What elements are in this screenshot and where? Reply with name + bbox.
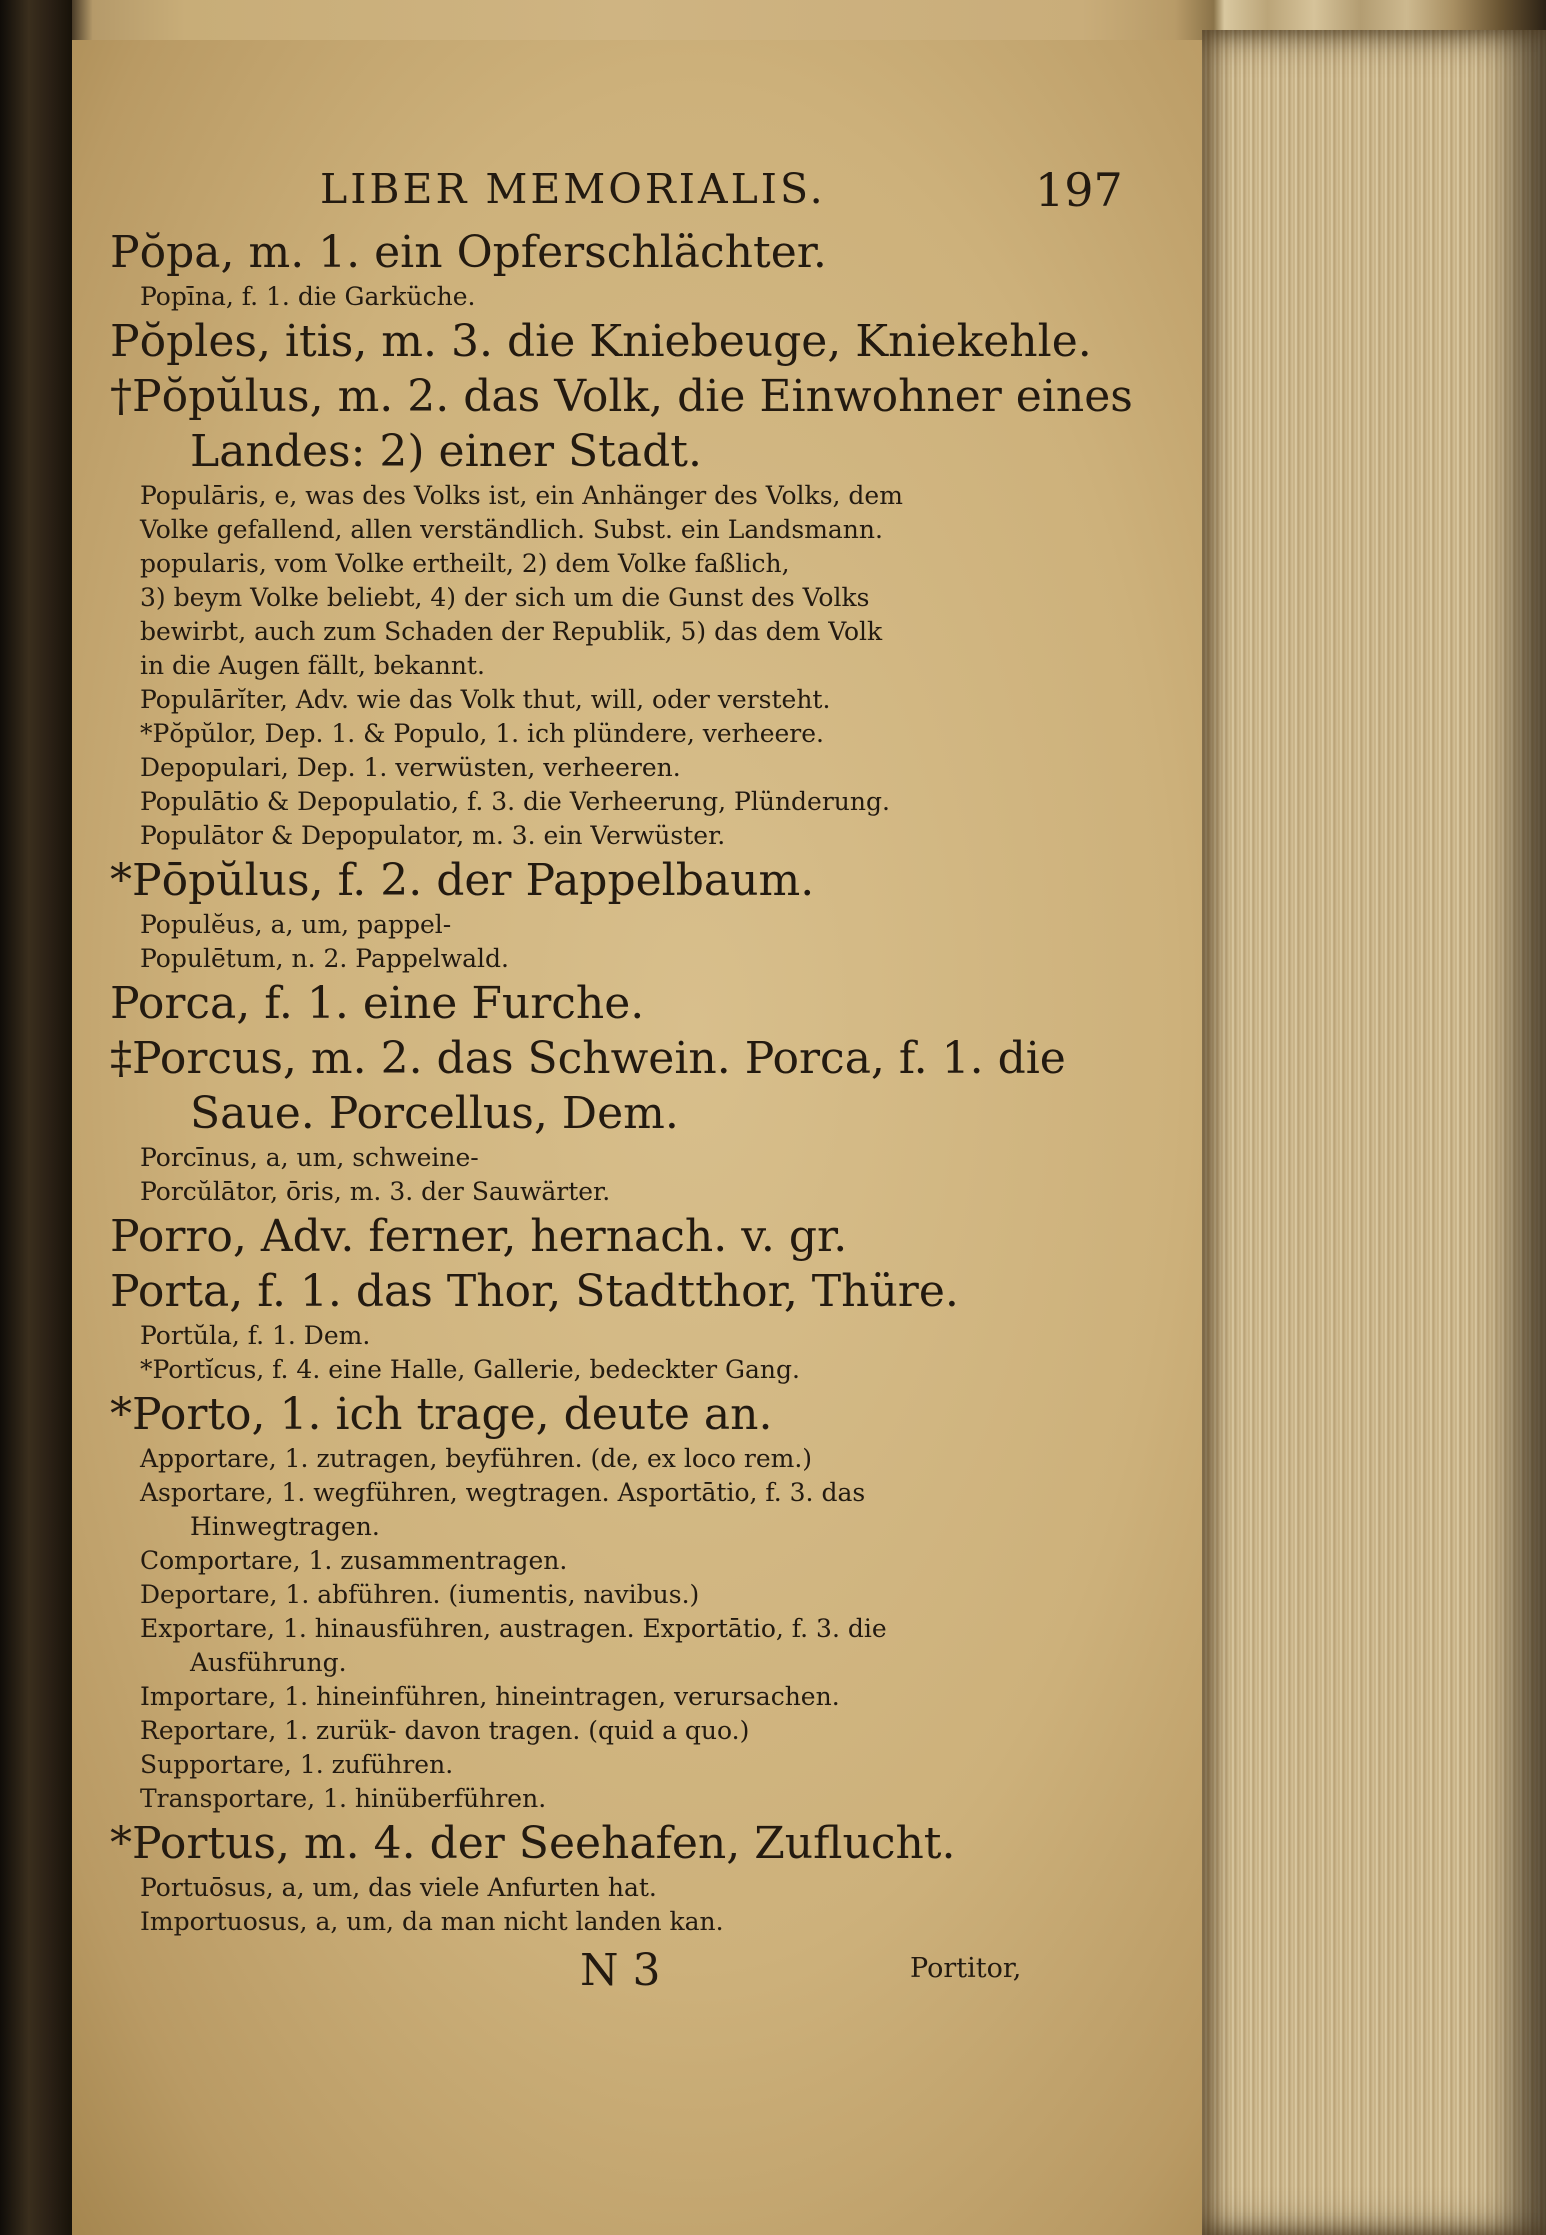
sub-entry: Portŭla, f. 1. Dem. xyxy=(140,1321,371,1350)
sub-entry: popularis, vom Volke ertheilt, 2) dem Volke faßlich, xyxy=(140,549,790,578)
sub-entry: Hinwegtragen. xyxy=(190,1512,380,1541)
sub-entry: Asportare, 1. wegführen, wegtragen. Asportātio, f. 3. das xyxy=(140,1478,866,1507)
headword-entry: Pŏpa, m. 1. ein Opferschlächter. xyxy=(110,227,827,278)
sub-entry: Deportare, 1. abführen. (iumentis, navibus.) xyxy=(140,1580,700,1609)
sub-entry: Importuosus, a, um, da man nicht landen kan. xyxy=(140,1907,724,1936)
sub-entry: Importare, 1. hineinführen, hineintragen, verursachen. xyxy=(140,1682,840,1711)
headword-entry: ‡Porcus, m. 2. das Schwein. Porca, f. 1. die xyxy=(110,1033,1066,1084)
page-number: 197 xyxy=(1035,163,1123,217)
sub-entry: bewirbt, auch zum Schaden der Republik, 5) das dem Volk xyxy=(140,617,883,646)
sub-entry: Transportare, 1. hinüberführen. xyxy=(140,1784,547,1813)
sub-entry: Porcŭlātor, ōris, m. 3. der Sauwärter. xyxy=(140,1177,611,1206)
sub-entry: Volke gefallend, allen verständlich. Subst. ein Landsmann. xyxy=(140,515,883,544)
sub-entry: *Portĭcus, f. 4. eine Halle, Gallerie, bedeckter Gang. xyxy=(140,1355,800,1384)
sub-entry: Apportare, 1. zutragen, beyführen. (de, ex loco rem.) xyxy=(140,1444,813,1473)
dictionary-entries xyxy=(110,225,1133,1939)
sub-entry: Populātor & Depopulator, m. 3. ein Verwüster. xyxy=(140,821,726,850)
sub-entry: Portuōsus, a, um, das viele Anfurten hat. xyxy=(140,1873,657,1902)
running-title: LIBER MEMORIALIS. xyxy=(320,165,826,213)
sub-entry: Ausführung. xyxy=(190,1648,347,1677)
sub-entry: Comportare, 1. zusammentragen. xyxy=(140,1546,568,1575)
headword-entry: Porca, f. 1. eine Furche. xyxy=(110,978,645,1029)
sub-entry: Depopulari, Dep. 1. verwüsten, verheeren. xyxy=(140,753,681,782)
catchword: Portitor, xyxy=(910,1953,1022,1984)
sub-entry: Populārĭter, Adv. wie das Volk thut, will, oder versteht. xyxy=(140,685,831,714)
sub-entry: Exportare, 1. hinausführen, austragen. Exportātio, f. 3. die xyxy=(140,1614,887,1643)
sub-entry: Popīna, f. 1. die Garküche. xyxy=(140,282,476,311)
left-page-edge xyxy=(0,0,72,2235)
headword-entry: Saue. Porcellus, Dem. xyxy=(190,1088,679,1139)
sub-entry: Supportare, 1. zuführen. xyxy=(140,1750,454,1779)
sub-entry: 3) beym Volke beliebt, 4) der sich um die Gunst des Volks xyxy=(140,583,870,612)
headword-entry: Pŏples, itis, m. 3. die Kniebeuge, Kniekehle. xyxy=(110,316,1092,367)
headword-entry: *Portus, m. 4. der Seehafen, Zuflucht. xyxy=(110,1818,956,1869)
sub-entry: Populāris, e, was des Volks ist, ein Anhänger des Volks, dem xyxy=(140,481,903,510)
sub-entry: Populātio & Depopulatio, f. 3. die Verheerung, Plünderung. xyxy=(140,787,890,816)
page-block-edges xyxy=(1202,30,1546,2235)
sub-entry: *Pŏpŭlor, Dep. 1. & Populo, 1. ich plündere, verheere. xyxy=(140,719,824,748)
sub-entry: Reportare, 1. zurük- davon tragen. (quid a quo.) xyxy=(140,1716,750,1745)
headword-entry: Porta, f. 1. das Thor, Stadtthor, Thüre. xyxy=(110,1266,959,1317)
page-text xyxy=(110,155,1133,2005)
headword-entry: †Pŏpŭlus, m. 2. das Volk, die Einwohner eines xyxy=(110,371,1133,422)
page-footer xyxy=(110,1945,1120,2005)
sub-entry: Populētum, n. 2. Pappelwald. xyxy=(140,944,509,973)
headword-entry: *Pōpŭlus, f. 2. der Pappelbaum. xyxy=(110,855,815,906)
signature-mark: N 3 xyxy=(580,1945,661,1996)
page-header xyxy=(110,155,1123,225)
sub-entry: in die Augen fällt, bekannt. xyxy=(140,651,485,680)
headword-entry: Porro, Adv. ferner, hernach. v. gr. xyxy=(110,1211,848,1262)
sub-entry: Populĕus, a, um, pappel- xyxy=(140,910,452,939)
headword-entry: Landes: 2) einer Stadt. xyxy=(190,426,702,477)
sub-entry: Porcīnus, a, um, schweine- xyxy=(140,1143,479,1172)
headword-entry: *Porto, 1. ich trage, deute an. xyxy=(110,1389,773,1440)
